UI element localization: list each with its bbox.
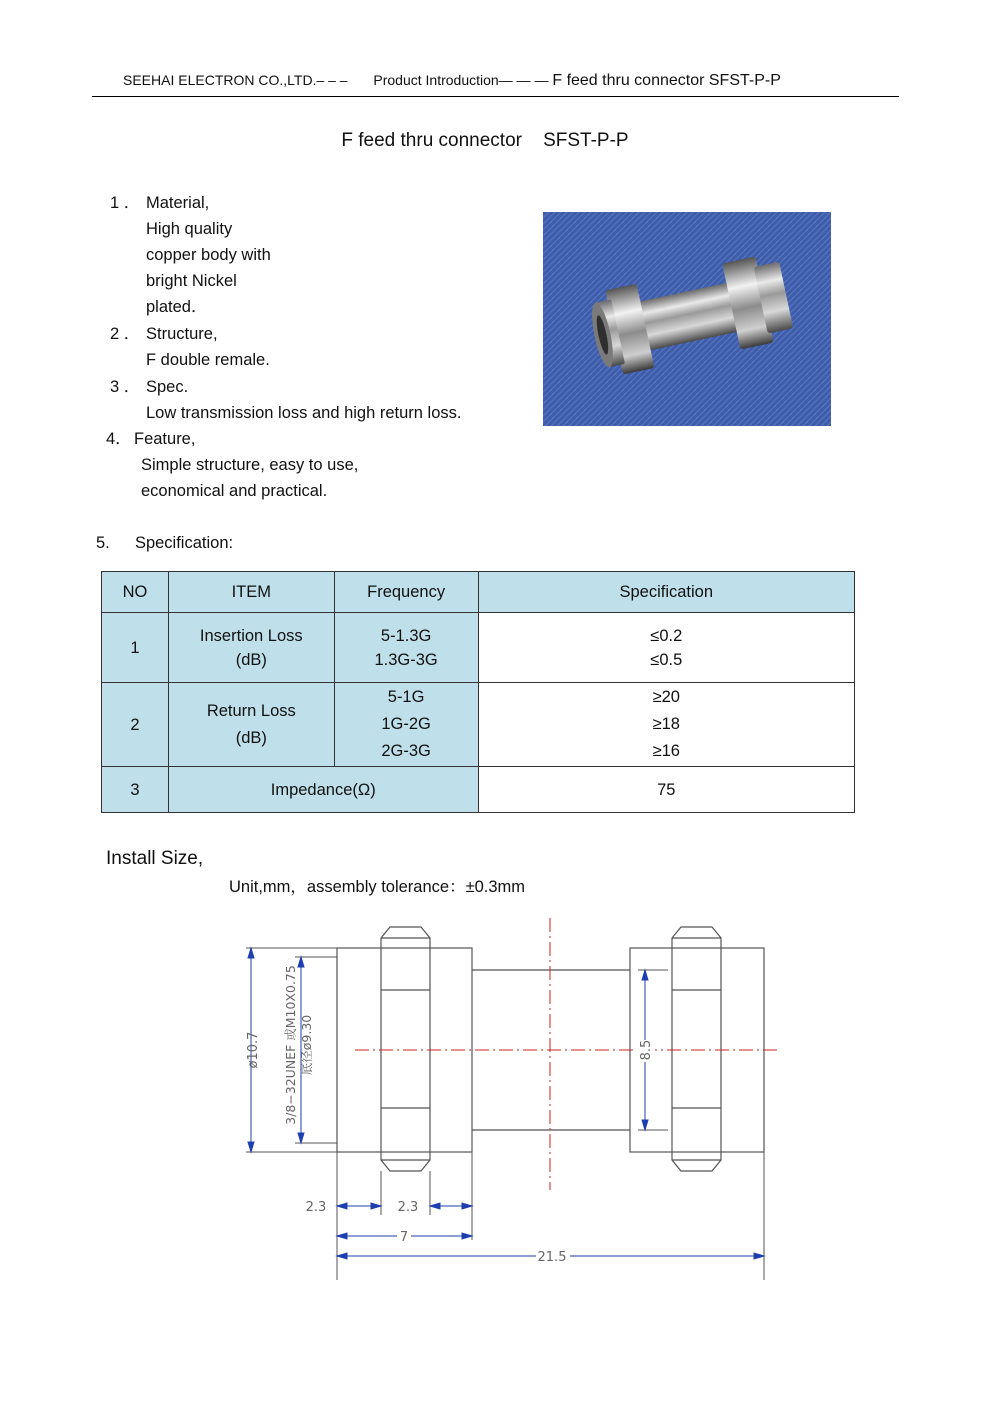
col-header-specification: Specification bbox=[478, 572, 854, 613]
col-header-frequency: Frequency bbox=[334, 572, 478, 613]
spec-value: ≥20 bbox=[652, 688, 680, 706]
frequency-value: 5-1G bbox=[387, 688, 425, 706]
row-item-line: Return Loss bbox=[206, 701, 296, 720]
feature-list bbox=[0, 190, 520, 520]
page-header bbox=[123, 72, 781, 90]
feature-4-line: economical and practical. bbox=[141, 482, 328, 500]
header-rule bbox=[92, 96, 899, 97]
dim-label-2-3-left: 2.3 bbox=[305, 1200, 327, 1215]
row-spec: 75 bbox=[478, 767, 854, 813]
col-header-no: NO bbox=[102, 572, 169, 613]
spec-table bbox=[101, 571, 855, 813]
table-header-row bbox=[102, 572, 855, 613]
frequency-value: 5-1.3G bbox=[380, 626, 432, 645]
frequency-value: 1.3G-3G bbox=[374, 650, 438, 669]
row-item bbox=[168, 613, 334, 683]
feature-4-number: 4． bbox=[106, 430, 132, 448]
feature-1-line: Material, bbox=[146, 194, 210, 212]
header-product: F feed thru connector SFST-P-P bbox=[552, 72, 781, 89]
feature-2-line: Structure, bbox=[146, 325, 218, 343]
spec-heading bbox=[96, 534, 233, 553]
dim-label-bore: 底径ø9.30 bbox=[299, 1014, 314, 1076]
table-row bbox=[102, 613, 855, 683]
row-item bbox=[168, 683, 334, 767]
install-unit-note: Unit,mm，assembly tolerance：±0.3mm bbox=[229, 878, 526, 896]
feature-3-line: Low transmission loss and high return loss. bbox=[146, 404, 462, 422]
spec-value: ≥18 bbox=[652, 715, 680, 733]
header-section: Product Introduction— — — bbox=[373, 72, 549, 88]
header-company: SEEHAI ELECTRON CO.,LTD.– – – bbox=[123, 72, 348, 88]
spec-value: ≥16 bbox=[652, 742, 680, 760]
feature-1-number: 1 ． bbox=[110, 194, 141, 212]
col-header-item: ITEM bbox=[168, 572, 334, 613]
feature-1-line: High quality bbox=[146, 220, 233, 238]
row-item: Impedance(Ω) bbox=[168, 767, 478, 813]
feature-1-line: plated． bbox=[146, 298, 208, 316]
feature-2-line: F double remale. bbox=[146, 351, 270, 369]
row-frequency bbox=[334, 613, 478, 683]
feature-4-line: Simple structure, easy to use, bbox=[141, 456, 359, 474]
dim-label-diameter: ø10.7 bbox=[246, 1031, 261, 1069]
spec-heading-label: Specification: bbox=[134, 534, 234, 552]
frequency-value: 2G-3G bbox=[381, 742, 431, 760]
row-item-line: Insertion Loss bbox=[199, 626, 303, 645]
dim-label-7: 7 bbox=[399, 1230, 409, 1245]
row-item-line: (dB) bbox=[235, 728, 267, 747]
row-item-line: (dB) bbox=[235, 650, 267, 669]
row-no: 2 bbox=[102, 683, 169, 767]
row-no: 3 bbox=[102, 767, 169, 813]
dim-label-thread: 3/8−32UNEF 或M10X0.75 bbox=[283, 965, 298, 1125]
dim-label-21-5: 21.5 bbox=[537, 1250, 567, 1265]
install-title: Install Size, bbox=[106, 848, 204, 869]
table-row bbox=[102, 683, 855, 767]
product-photo bbox=[543, 212, 831, 426]
dim-label-2-3-right: 2.3 bbox=[397, 1200, 419, 1215]
row-no: 1 bbox=[102, 613, 169, 683]
document-title: F feed thru connector SFST-P-P bbox=[341, 130, 629, 151]
feature-3-line: Spec. bbox=[146, 378, 189, 396]
feature-1-line: bright Nickel bbox=[146, 272, 237, 290]
spec-heading-number: 5. bbox=[96, 534, 110, 552]
row-spec bbox=[478, 683, 854, 767]
spec-value: ≤0.5 bbox=[650, 650, 683, 669]
feature-4-line: Feature, bbox=[134, 430, 196, 448]
dim-label-8-5: 8.5 bbox=[639, 1039, 654, 1061]
spec-value: ≤0.2 bbox=[650, 626, 683, 645]
table-row bbox=[102, 767, 855, 813]
feature-2-number: 2 ． bbox=[110, 325, 141, 343]
row-spec bbox=[478, 613, 854, 683]
frequency-value: 1G-2G bbox=[381, 715, 431, 733]
feature-1-line: copper body with bbox=[146, 246, 271, 264]
install-drawing bbox=[230, 915, 790, 1290]
feature-3-number: 3 ． bbox=[110, 378, 141, 396]
row-frequency bbox=[334, 683, 478, 767]
